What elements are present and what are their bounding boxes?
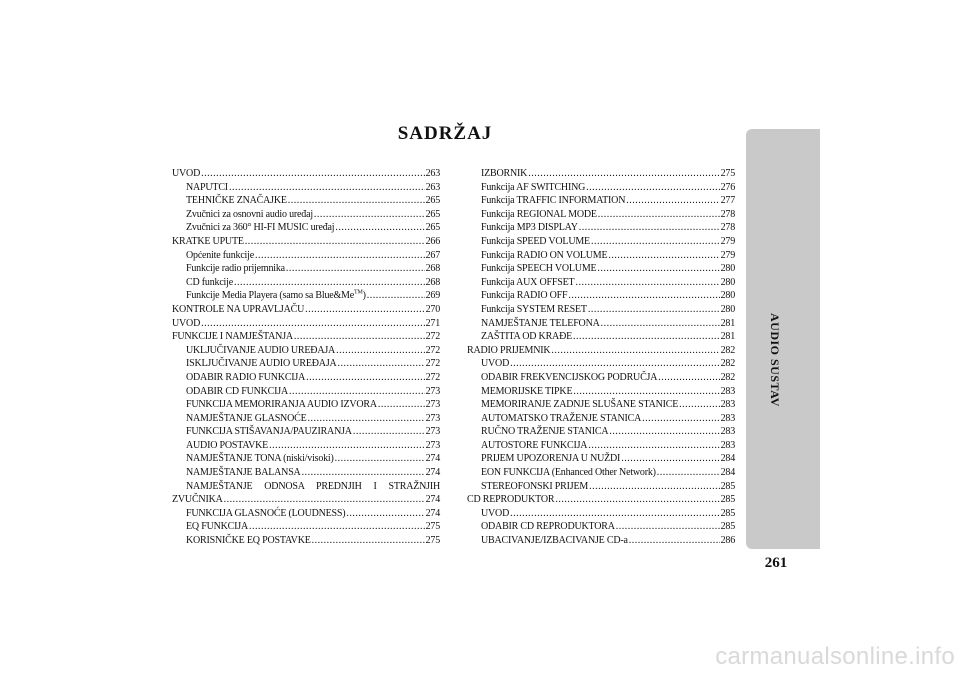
toc-entry[interactable] bbox=[467, 412, 735, 426]
toc-entry-title: UVOD bbox=[172, 168, 201, 179]
toc-entry-page: 272 bbox=[425, 331, 440, 343]
toc-entry-page: 280 bbox=[720, 276, 735, 288]
toc-entry[interactable] bbox=[467, 520, 735, 534]
toc-dot-leader bbox=[575, 276, 719, 290]
toc-entry[interactable] bbox=[467, 385, 735, 399]
toc-entry-title: Funkcija SYSTEM RESET bbox=[481, 303, 587, 315]
toc-dot-leader bbox=[586, 181, 719, 195]
toc-entry-title: Funkcije radio prijemnika bbox=[186, 263, 285, 275]
toc-entry-page: 265 bbox=[425, 222, 440, 234]
toc-entry-superscript: TM bbox=[354, 290, 363, 297]
toc-dot-leader bbox=[305, 303, 424, 317]
toc-entry[interactable] bbox=[172, 507, 440, 521]
toc-entry-title: Funkcije Media Playera (samo sa Blue&Me™) bbox=[186, 290, 366, 302]
toc-entry-title: Funkcija MP3 DISPLAY bbox=[481, 222, 578, 234]
toc-entry[interactable] bbox=[467, 480, 735, 494]
toc-dot-leader bbox=[588, 439, 719, 453]
toc-entry[interactable] bbox=[172, 452, 440, 466]
toc-entry-page: 275 bbox=[425, 521, 440, 533]
toc-dot-leader bbox=[353, 425, 425, 439]
toc-entry-title: ODABIR CD FUNKCIJA bbox=[186, 385, 288, 397]
toc-entry-title: NAMJEŠTANJE TONA (niski/visoki) bbox=[186, 453, 334, 465]
toc-entry-title: Općenite funkcije bbox=[186, 249, 254, 261]
toc-dot-leader bbox=[346, 507, 424, 521]
toc-entry[interactable] bbox=[172, 235, 440, 249]
toc-entry-page: 281 bbox=[720, 317, 735, 329]
toc-entry-title: Funkcija RADIO ON VOLUME bbox=[481, 249, 608, 261]
toc-dot-leader bbox=[609, 425, 719, 439]
toc-entry-title: UKLJUČIVANJE AUDIO UREĐAJA bbox=[186, 344, 336, 356]
toc-left-column bbox=[172, 167, 440, 548]
toc-dot-leader bbox=[306, 371, 424, 385]
toc-dot-leader bbox=[510, 507, 720, 521]
toc-dot-leader bbox=[568, 289, 719, 303]
toc-entry-page: 285 bbox=[720, 480, 735, 492]
toc-entry-title: ZAŠTITA OD KRAĐE bbox=[481, 331, 572, 343]
toc-dot-leader bbox=[579, 221, 720, 235]
toc-dot-leader bbox=[642, 412, 719, 426]
toc-entry[interactable] bbox=[172, 181, 440, 195]
toc-dot-leader bbox=[601, 317, 720, 331]
toc-entry-title: Funkcija AUX OFFSET bbox=[481, 276, 575, 288]
toc-entry[interactable] bbox=[467, 452, 735, 466]
toc-entry-title: IZBORNIK bbox=[481, 168, 528, 179]
toc-entry[interactable] bbox=[172, 262, 440, 276]
toc-entry-page: 278 bbox=[720, 222, 735, 234]
toc-entry[interactable] bbox=[467, 262, 735, 276]
toc-entry[interactable] bbox=[467, 493, 735, 507]
toc-entry-title: CD funkcije bbox=[186, 276, 233, 288]
toc-entry[interactable] bbox=[172, 425, 440, 439]
toc-entry-page: 284 bbox=[720, 453, 735, 465]
toc-dot-leader bbox=[588, 303, 720, 317]
toc-entry-page: 275 bbox=[425, 535, 440, 547]
toc-dot-leader bbox=[336, 344, 425, 358]
toc-entry-page: 265 bbox=[425, 208, 440, 220]
toc-dot-leader bbox=[335, 452, 425, 466]
toc-entry[interactable] bbox=[172, 371, 440, 385]
page-number: 261 bbox=[764, 555, 788, 571]
toc-entry[interactable] bbox=[172, 303, 440, 317]
section-side-tab[interactable] bbox=[746, 129, 820, 549]
toc-entry[interactable] bbox=[467, 167, 735, 181]
toc-entry-title: Funkcija AF SWITCHING bbox=[481, 181, 586, 193]
toc-right-column bbox=[467, 167, 735, 548]
toc-entry[interactable] bbox=[467, 289, 735, 303]
toc-entry-title: NAMJEŠTANJE TELEFONA bbox=[481, 317, 600, 329]
toc-entry-title: FUNKCIJA GLASNOĆE (LOUDNESS) bbox=[186, 507, 346, 519]
toc-entry[interactable] bbox=[172, 289, 440, 303]
toc-entry[interactable] bbox=[467, 317, 735, 331]
toc-entry[interactable] bbox=[172, 167, 440, 181]
toc-entry[interactable] bbox=[467, 208, 735, 222]
toc-entry[interactable] bbox=[172, 466, 440, 480]
toc-entry[interactable] bbox=[467, 357, 735, 371]
toc-entry[interactable] bbox=[172, 493, 440, 507]
toc-dot-leader bbox=[510, 357, 720, 371]
toc-entry[interactable] bbox=[467, 235, 735, 249]
toc-dot-leader bbox=[245, 235, 425, 249]
toc-entry[interactable] bbox=[172, 221, 440, 235]
toc-entry-title: ISKLJUČIVANJE AUDIO UREĐAJA bbox=[186, 358, 337, 370]
toc-entry[interactable] bbox=[467, 507, 735, 521]
toc-entry-page: 274 bbox=[425, 494, 440, 506]
toc-entry-page: 273 bbox=[425, 385, 440, 397]
toc-dot-leader bbox=[573, 385, 719, 399]
toc-entry-page: 275 bbox=[720, 168, 735, 179]
toc-entry[interactable] bbox=[172, 344, 440, 358]
toc-entry-page: 274 bbox=[425, 507, 440, 519]
toc-entry[interactable] bbox=[467, 371, 735, 385]
toc-dot-leader bbox=[314, 208, 425, 222]
toc-entry[interactable] bbox=[172, 357, 440, 371]
toc-entry-page: 283 bbox=[720, 412, 735, 424]
page-title: SADRŽAJ bbox=[397, 123, 493, 144]
toc-entry-page: 282 bbox=[720, 371, 735, 383]
toc-dot-leader bbox=[378, 398, 425, 412]
toc-entry-title: AUDIO POSTAVKE bbox=[186, 439, 269, 451]
toc-dot-leader bbox=[597, 262, 719, 276]
toc-entry-page: 285 bbox=[720, 521, 735, 533]
toc-entry[interactable] bbox=[172, 194, 440, 208]
toc-entry[interactable] bbox=[172, 330, 440, 344]
toc-dot-leader bbox=[616, 520, 720, 534]
toc-dot-leader bbox=[288, 194, 425, 208]
toc-entry-page: 274 bbox=[425, 467, 440, 479]
toc-entry-page: 272 bbox=[425, 358, 440, 370]
toc-entry-title: UVOD bbox=[172, 317, 201, 329]
toc-entry-title: UBACIVANJE/IZBACIVANJE CD-a bbox=[481, 535, 628, 547]
toc-entry-title: FUNKCIJE I NAMJEŠTANJA bbox=[172, 331, 293, 343]
toc-dot-leader bbox=[302, 466, 425, 480]
toc-dot-leader bbox=[294, 330, 425, 344]
toc-entry-page: 283 bbox=[720, 426, 735, 438]
toc-entry-title: NAPUTCI bbox=[186, 181, 228, 193]
toc-entry[interactable] bbox=[172, 276, 440, 290]
toc-entry-title: Funkcija SPEED VOLUME bbox=[481, 235, 590, 247]
toc-entry-title: TEHNIČKE ZNAČAJKE bbox=[186, 195, 287, 207]
toc-entry[interactable] bbox=[467, 276, 735, 290]
section-side-tab-label: AUDIO SUSTAV bbox=[768, 313, 782, 407]
toc-entry[interactable] bbox=[172, 208, 440, 222]
toc-entry-page: 273 bbox=[425, 439, 440, 451]
toc-entry[interactable] bbox=[467, 466, 735, 480]
toc-entry-page: 278 bbox=[720, 208, 735, 220]
toc-entry-title: FUNKCIJA STIŠAVANJA/PAUZIRANJA bbox=[186, 426, 352, 438]
toc-entry-title: ZVUČNIKA bbox=[172, 494, 223, 506]
toc-entry-title: AUTOMATSKO TRAŽENJE STANICA bbox=[481, 412, 642, 424]
toc-dot-leader bbox=[312, 534, 425, 548]
toc-entry-title: Funkcija SPEECH VOLUME bbox=[481, 263, 597, 275]
toc-dot-leader bbox=[528, 167, 719, 181]
toc-entry-title: NAMJEŠTANJE BALANSA bbox=[186, 467, 301, 479]
toc-entry-page: 274 bbox=[425, 453, 440, 465]
toc-entry-title: ODABIR FREKVENCIJSKOG PODRUČJA bbox=[481, 371, 658, 383]
toc-entry[interactable] bbox=[467, 181, 735, 195]
toc-entry-title: NAMJEŠTANJE GLASNOĆE bbox=[186, 412, 307, 424]
toc-entry-page: 271 bbox=[425, 317, 440, 329]
toc-entry-suffix: ) bbox=[362, 290, 366, 302]
toc-entry-page: 280 bbox=[720, 290, 735, 302]
toc-dot-leader bbox=[598, 208, 720, 222]
toc-entry-title: Funkcija REGIONAL MODE bbox=[481, 208, 597, 220]
toc-entry[interactable] bbox=[172, 317, 440, 331]
toc-entry-page: 286 bbox=[720, 535, 735, 547]
toc-dot-leader bbox=[551, 344, 719, 358]
toc-entry-page: 273 bbox=[425, 412, 440, 424]
toc-dot-leader bbox=[679, 398, 719, 412]
toc-entry-page: 268 bbox=[425, 276, 440, 288]
toc-entry-title: MEMORIRANJE ZADNJE SLUŠANE STANICE bbox=[481, 399, 679, 411]
toc-dot-leader bbox=[589, 480, 720, 494]
toc-entry-page: 282 bbox=[720, 358, 735, 370]
toc-entry[interactable] bbox=[467, 425, 735, 439]
toc-entry[interactable] bbox=[467, 398, 735, 412]
toc-entry-title: FUNKCIJA MEMORIRANJA AUDIO IZVORA bbox=[186, 399, 377, 411]
toc-entry-page: 283 bbox=[720, 385, 735, 397]
toc-entry-title: NAMJEŠTANJE ODNOSA PREDNJIH I STRAŽNJIH bbox=[186, 480, 440, 492]
toc-entry-page: 280 bbox=[720, 263, 735, 275]
toc-entry-title: KORISNIČKE EQ POSTAVKE bbox=[186, 535, 311, 547]
toc-entry[interactable] bbox=[467, 344, 735, 358]
toc-entry-page: 268 bbox=[425, 263, 440, 275]
toc-entry-title: UVOD bbox=[481, 358, 510, 370]
toc-dot-leader bbox=[249, 520, 425, 534]
toc-entry[interactable] bbox=[467, 330, 735, 344]
toc-entry-page: 263 bbox=[425, 181, 440, 193]
toc-entry[interactable] bbox=[467, 303, 735, 317]
toc-dot-leader bbox=[591, 235, 720, 249]
toc-entry[interactable] bbox=[172, 520, 440, 534]
toc-dot-leader bbox=[201, 167, 425, 181]
toc-dot-leader bbox=[621, 452, 719, 466]
toc-entry-title: Funkcija RADIO OFF bbox=[481, 290, 568, 302]
toc-entry-page: 272 bbox=[425, 344, 440, 356]
toc-entry-title: AUTOSTORE FUNKCIJA bbox=[481, 439, 588, 451]
toc-entry[interactable] bbox=[172, 534, 440, 548]
watermark: carmanualsonline.info bbox=[715, 643, 955, 670]
toc-entry-title: Zvučnici za osnovni audio uređaj bbox=[186, 208, 313, 220]
toc-entry-page: 279 bbox=[720, 249, 735, 261]
toc-entry-title: UVOD bbox=[481, 507, 510, 519]
toc-entry-page: 272 bbox=[425, 371, 440, 383]
toc-entry[interactable] bbox=[467, 534, 735, 548]
toc-dot-leader bbox=[307, 412, 424, 426]
toc-dot-leader bbox=[335, 221, 424, 235]
toc-entry-page: 273 bbox=[425, 426, 440, 438]
toc-entry-page: 263 bbox=[425, 168, 440, 179]
toc-entry-title: STEREOFONSKI PRIJEM bbox=[481, 480, 589, 492]
toc-dot-leader bbox=[289, 385, 425, 399]
toc-entry-title: RUČNO TRAŽENJE STANICA bbox=[481, 426, 609, 438]
toc-entry-title: Funkcija TRAFFIC INFORMATION bbox=[481, 195, 626, 207]
toc-entry-page: 270 bbox=[425, 303, 440, 315]
toc-entry[interactable] bbox=[467, 194, 735, 208]
toc-entry-page: 284 bbox=[720, 467, 735, 479]
toc-entry[interactable] bbox=[172, 480, 440, 494]
toc-dot-leader bbox=[657, 466, 720, 480]
toc-entry[interactable] bbox=[467, 221, 735, 235]
toc-entry-page: 279 bbox=[720, 235, 735, 247]
toc-entry-page: 269 bbox=[425, 290, 440, 302]
toc-entry-page: 267 bbox=[425, 249, 440, 261]
toc-entry-title: Zvučnici za 360° HI-FI MUSIC uređaj bbox=[186, 222, 335, 234]
toc-entry-page: 280 bbox=[720, 303, 735, 315]
toc-entry-page: 273 bbox=[425, 399, 440, 411]
toc-dot-leader bbox=[367, 289, 425, 303]
toc-dot-leader bbox=[629, 534, 720, 548]
toc-entry[interactable] bbox=[172, 249, 440, 263]
toc-entry-page: 276 bbox=[720, 181, 735, 193]
toc-dot-leader bbox=[555, 493, 719, 507]
toc-entry-page: 283 bbox=[720, 399, 735, 411]
toc-entry-title: ODABIR CD REPRODUKTORA bbox=[481, 521, 615, 533]
toc-dot-leader bbox=[255, 249, 425, 263]
toc-entry-title: KRATKE UPUTE bbox=[172, 235, 244, 247]
toc-dot-leader bbox=[269, 439, 425, 453]
toc-entry-page: 282 bbox=[720, 344, 735, 356]
toc-entry-title: EQ FUNKCIJA bbox=[186, 521, 248, 533]
toc-entry[interactable] bbox=[172, 398, 440, 412]
toc-entry-title: RADIO PRIJEMNIK bbox=[467, 344, 551, 356]
toc-dot-leader bbox=[201, 317, 425, 331]
toc-entry[interactable] bbox=[467, 249, 735, 263]
toc-entry-page: 266 bbox=[425, 235, 440, 247]
toc-entry-title: MEMORIJSKE TIPKE bbox=[481, 385, 573, 397]
toc-dot-leader bbox=[286, 262, 425, 276]
toc-entry[interactable] bbox=[467, 439, 735, 453]
toc-entry-page: 277 bbox=[720, 195, 735, 207]
toc-entry[interactable] bbox=[172, 385, 440, 399]
toc-dot-leader bbox=[608, 249, 719, 263]
toc-entry-title: ODABIR RADIO FUNKCIJA bbox=[186, 371, 306, 383]
toc-entry[interactable] bbox=[172, 439, 440, 453]
toc-entry[interactable] bbox=[172, 412, 440, 426]
toc-dot-leader bbox=[626, 194, 719, 208]
toc-dot-leader bbox=[573, 330, 720, 344]
toc-entry-page: 285 bbox=[720, 494, 735, 506]
toc-dot-leader bbox=[658, 371, 719, 385]
toc-dot-leader bbox=[234, 276, 425, 290]
toc-dot-leader bbox=[224, 493, 425, 507]
toc-entry-title: KONTROLE NA UPRAVLJAČU bbox=[172, 303, 305, 315]
toc-entry-title: EON FUNKCIJA (Enhanced Other Network) bbox=[481, 467, 656, 479]
toc-entry-page: 281 bbox=[720, 331, 735, 343]
toc-dot-leader bbox=[229, 181, 425, 195]
toc-entry-page: 285 bbox=[720, 507, 735, 519]
toc-entry-title: CD REPRODUKTOR bbox=[467, 494, 555, 506]
toc-entry-page: 283 bbox=[720, 439, 735, 451]
toc-entry-title: PRIJEM UPOZORENJA U NUŽDI bbox=[481, 453, 621, 465]
toc-dot-leader bbox=[338, 357, 425, 371]
toc-entry-page: 265 bbox=[425, 195, 440, 207]
